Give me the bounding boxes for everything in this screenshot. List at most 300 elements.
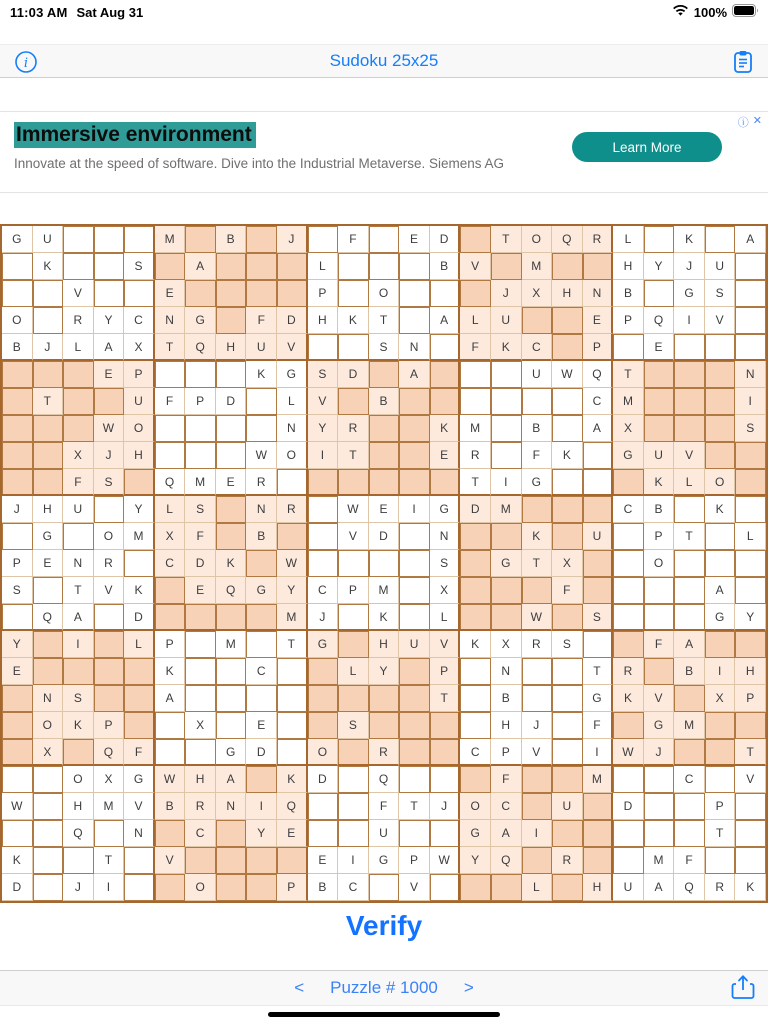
grid-cell[interactable]: D [246,739,277,766]
grid-cell[interactable] [735,469,766,496]
grid-cell[interactable] [613,712,644,739]
grid-cell[interactable] [277,469,308,496]
grid-cell[interactable] [399,739,430,766]
grid-cell[interactable]: M [94,793,125,820]
grid-cell[interactable]: S [430,550,461,577]
grid-cell[interactable]: N [735,361,766,388]
grid-cell[interactable] [644,658,675,685]
grid-cell[interactable]: V [430,631,461,658]
grid-cell[interactable] [430,334,461,361]
grid-cell[interactable]: R [522,631,553,658]
grid-cell[interactable]: Y [308,415,339,442]
grid-cell[interactable] [552,253,583,280]
grid-cell[interactable]: T [460,469,491,496]
grid-cell[interactable]: K [63,712,94,739]
grid-cell[interactable]: M [277,604,308,631]
grid-cell[interactable]: O [522,226,553,253]
grid-cell[interactable]: T [613,361,644,388]
grid-cell[interactable] [216,415,247,442]
grid-cell[interactable]: Q [583,361,614,388]
grid-cell[interactable]: K [246,361,277,388]
grid-cell[interactable]: G [246,577,277,604]
grid-cell[interactable]: X [155,523,186,550]
grid-cell[interactable]: W [155,766,186,793]
grid-cell[interactable]: V [399,874,430,901]
grid-cell[interactable]: M [460,415,491,442]
grid-cell[interactable] [338,820,369,847]
grid-cell[interactable]: I [583,739,614,766]
grid-cell[interactable] [491,415,522,442]
grid-cell[interactable] [399,577,430,604]
grid-cell[interactable] [613,604,644,631]
grid-cell[interactable] [338,766,369,793]
grid-cell[interactable] [522,766,553,793]
grid-cell[interactable] [338,469,369,496]
grid-cell[interactable] [491,523,522,550]
grid-cell[interactable]: Y [277,577,308,604]
grid-cell[interactable]: P [155,631,186,658]
grid-cell[interactable] [705,847,736,874]
grid-cell[interactable] [613,469,644,496]
grid-cell[interactable]: F [63,469,94,496]
grid-cell[interactable]: R [185,793,216,820]
ad-info-icon[interactable]: ⓘ [737,117,749,129]
grid-cell[interactable]: T [399,793,430,820]
grid-cell[interactable]: V [522,739,553,766]
grid-cell[interactable]: O [185,874,216,901]
grid-cell[interactable]: S [583,604,614,631]
grid-cell[interactable] [155,361,186,388]
grid-cell[interactable] [277,658,308,685]
grid-cell[interactable] [399,442,430,469]
grid-cell[interactable]: J [277,226,308,253]
grid-cell[interactable] [369,712,400,739]
grid-cell[interactable] [216,658,247,685]
grid-cell[interactable]: E [155,280,186,307]
grid-cell[interactable]: H [33,496,64,523]
grid-cell[interactable] [369,874,400,901]
grid-cell[interactable] [94,280,125,307]
grid-cell[interactable]: I [399,496,430,523]
grid-cell[interactable] [33,631,64,658]
grid-cell[interactable] [94,631,125,658]
grid-cell[interactable]: P [185,388,216,415]
grid-cell[interactable] [735,334,766,361]
grid-cell[interactable] [216,847,247,874]
grid-cell[interactable] [33,361,64,388]
grid-cell[interactable]: A [644,874,675,901]
grid-cell[interactable]: U [369,820,400,847]
grid-cell[interactable] [33,307,64,334]
grid-cell[interactable] [430,766,461,793]
grid-cell[interactable] [63,523,94,550]
grid-cell[interactable] [613,523,644,550]
grid-cell[interactable]: H [124,442,155,469]
grid-cell[interactable] [460,550,491,577]
grid-cell[interactable] [552,766,583,793]
grid-cell[interactable]: H [491,712,522,739]
grid-cell[interactable] [552,685,583,712]
grid-cell[interactable] [735,847,766,874]
grid-cell[interactable]: W [277,550,308,577]
grid-cell[interactable]: P [277,874,308,901]
grid-cell[interactable]: L [522,874,553,901]
grid-cell[interactable] [246,766,277,793]
grid-cell[interactable]: I [94,874,125,901]
grid-cell[interactable]: A [94,334,125,361]
grid-cell[interactable]: K [644,469,675,496]
grid-cell[interactable]: U [552,793,583,820]
grid-cell[interactable]: Y [460,847,491,874]
grid-cell[interactable] [369,361,400,388]
grid-cell[interactable] [33,766,64,793]
grid-cell[interactable]: F [246,307,277,334]
grid-cell[interactable] [491,442,522,469]
grid-cell[interactable]: L [613,226,644,253]
grid-cell[interactable]: F [644,631,675,658]
grid-cell[interactable]: O [644,550,675,577]
grid-cell[interactable]: V [735,766,766,793]
grid-cell[interactable] [399,712,430,739]
grid-cell[interactable]: M [522,253,553,280]
grid-cell[interactable]: H [185,766,216,793]
grid-cell[interactable]: D [460,496,491,523]
grid-cell[interactable]: N [277,415,308,442]
grid-cell[interactable]: C [522,334,553,361]
grid-cell[interactable]: E [308,847,339,874]
grid-cell[interactable]: G [124,766,155,793]
grid-cell[interactable]: F [155,388,186,415]
grid-cell[interactable] [63,847,94,874]
grid-cell[interactable] [399,658,430,685]
grid-cell[interactable] [583,442,614,469]
grid-cell[interactable] [185,226,216,253]
grid-cell[interactable] [185,415,216,442]
grid-cell[interactable] [399,685,430,712]
grid-cell[interactable]: U [63,496,94,523]
grid-cell[interactable] [522,793,553,820]
grid-cell[interactable]: W [430,847,461,874]
grid-cell[interactable]: J [2,496,33,523]
grid-cell[interactable]: G [2,226,33,253]
grid-cell[interactable]: U [124,388,155,415]
grid-cell[interactable]: U [705,253,736,280]
grid-cell[interactable] [399,766,430,793]
grid-cell[interactable]: D [338,361,369,388]
grid-cell[interactable] [674,496,705,523]
grid-cell[interactable] [246,388,277,415]
grid-cell[interactable]: G [460,820,491,847]
grid-cell[interactable]: O [2,307,33,334]
grid-cell[interactable]: B [491,685,522,712]
grid-cell[interactable]: V [63,280,94,307]
grid-cell[interactable] [185,739,216,766]
grid-cell[interactable] [430,739,461,766]
grid-cell[interactable] [185,685,216,712]
grid-cell[interactable]: W [338,496,369,523]
grid-cell[interactable] [491,253,522,280]
grid-cell[interactable]: D [185,550,216,577]
grid-cell[interactable]: X [33,739,64,766]
grid-cell[interactable]: C [491,793,522,820]
grid-cell[interactable] [338,280,369,307]
grid-cell[interactable] [308,496,339,523]
grid-cell[interactable] [460,604,491,631]
grid-cell[interactable]: Y [735,604,766,631]
grid-cell[interactable] [216,604,247,631]
grid-cell[interactable] [583,253,614,280]
grid-cell[interactable] [338,685,369,712]
grid-cell[interactable]: H [583,874,614,901]
grid-cell[interactable]: B [308,874,339,901]
grid-cell[interactable]: S [735,415,766,442]
grid-cell[interactable] [185,361,216,388]
grid-cell[interactable]: I [338,847,369,874]
grid-cell[interactable] [552,307,583,334]
grid-cell[interactable] [338,604,369,631]
grid-cell[interactable]: O [369,280,400,307]
grid-cell[interactable] [2,442,33,469]
grid-cell[interactable]: I [705,658,736,685]
grid-cell[interactable]: F [491,766,522,793]
grid-cell[interactable] [308,523,339,550]
grid-cell[interactable]: C [155,550,186,577]
grid-cell[interactable]: N [583,280,614,307]
grid-cell[interactable]: A [430,307,461,334]
grid-cell[interactable] [33,442,64,469]
grid-cell[interactable] [735,253,766,280]
grid-cell[interactable] [430,469,461,496]
grid-cell[interactable] [155,415,186,442]
grid-cell[interactable]: X [705,685,736,712]
grid-cell[interactable] [460,766,491,793]
grid-cell[interactable] [644,388,675,415]
grid-cell[interactable] [522,577,553,604]
grid-cell[interactable]: D [430,226,461,253]
grid-cell[interactable]: C [613,496,644,523]
grid-cell[interactable]: L [277,388,308,415]
grid-cell[interactable]: K [338,307,369,334]
puzzle-next-button[interactable]: > [463,978,474,997]
grid-cell[interactable] [155,442,186,469]
grid-cell[interactable] [277,712,308,739]
grid-cell[interactable]: G [491,550,522,577]
grid-cell[interactable] [674,361,705,388]
grid-cell[interactable] [246,550,277,577]
grid-cell[interactable] [460,226,491,253]
grid-cell[interactable] [583,496,614,523]
grid-cell[interactable] [583,550,614,577]
grid-cell[interactable]: J [308,604,339,631]
grid-cell[interactable] [33,280,64,307]
grid-cell[interactable]: H [216,334,247,361]
grid-cell[interactable] [216,253,247,280]
grid-cell[interactable]: K [155,658,186,685]
grid-cell[interactable]: T [430,685,461,712]
grid-cell[interactable] [460,577,491,604]
grid-cell[interactable] [369,550,400,577]
grid-cell[interactable]: K [124,577,155,604]
grid-cell[interactable]: X [430,577,461,604]
grid-cell[interactable] [94,253,125,280]
grid-cell[interactable] [552,388,583,415]
grid-cell[interactable] [185,442,216,469]
grid-cell[interactable]: W [246,442,277,469]
grid-cell[interactable] [246,685,277,712]
grid-cell[interactable]: H [308,307,339,334]
grid-cell[interactable]: Q [369,766,400,793]
grid-cell[interactable]: K [674,226,705,253]
grid-cell[interactable] [216,361,247,388]
grid-cell[interactable]: B [613,280,644,307]
grid-cell[interactable] [552,820,583,847]
grid-cell[interactable]: M [369,577,400,604]
grid-cell[interactable] [552,658,583,685]
grid-cell[interactable]: B [522,415,553,442]
grid-cell[interactable] [735,820,766,847]
grid-cell[interactable]: Q [155,469,186,496]
grid-cell[interactable]: T [705,820,736,847]
grid-cell[interactable] [674,793,705,820]
grid-cell[interactable]: U [522,361,553,388]
grid-cell[interactable] [2,469,33,496]
grid-cell[interactable]: J [674,253,705,280]
grid-cell[interactable] [430,361,461,388]
grid-cell[interactable]: Q [491,847,522,874]
grid-cell[interactable]: M [583,766,614,793]
grid-cell[interactable]: P [491,739,522,766]
grid-cell[interactable] [33,469,64,496]
grid-cell[interactable] [583,469,614,496]
grid-cell[interactable]: D [124,604,155,631]
grid-cell[interactable] [185,280,216,307]
grid-cell[interactable]: K [735,874,766,901]
grid-cell[interactable]: H [63,793,94,820]
grid-cell[interactable]: K [522,523,553,550]
grid-cell[interactable]: A [216,766,247,793]
grid-cell[interactable]: P [2,550,33,577]
grid-cell[interactable] [124,658,155,685]
grid-cell[interactable]: T [33,388,64,415]
grid-cell[interactable] [2,523,33,550]
grid-cell[interactable] [124,226,155,253]
grid-cell[interactable] [155,739,186,766]
grid-cell[interactable] [674,820,705,847]
grid-cell[interactable]: G [185,307,216,334]
grid-cell[interactable]: T [674,523,705,550]
grid-cell[interactable] [735,631,766,658]
grid-cell[interactable]: W [522,604,553,631]
grid-cell[interactable]: H [613,253,644,280]
grid-cell[interactable]: A [155,685,186,712]
grid-cell[interactable] [674,415,705,442]
grid-cell[interactable]: K [369,604,400,631]
grid-cell[interactable]: G [522,469,553,496]
grid-cell[interactable] [308,685,339,712]
grid-cell[interactable] [369,226,400,253]
grid-cell[interactable]: P [735,685,766,712]
grid-cell[interactable] [369,442,400,469]
grid-cell[interactable] [430,388,461,415]
grid-cell[interactable]: D [308,766,339,793]
grid-cell[interactable] [63,388,94,415]
grid-cell[interactable] [705,739,736,766]
grid-cell[interactable] [552,334,583,361]
grid-cell[interactable]: X [552,550,583,577]
grid-cell[interactable]: R [460,442,491,469]
grid-cell[interactable]: Y [369,658,400,685]
grid-cell[interactable] [216,874,247,901]
grid-cell[interactable] [491,874,522,901]
grid-cell[interactable]: L [460,307,491,334]
grid-cell[interactable]: I [522,820,553,847]
grid-cell[interactable]: I [674,307,705,334]
grid-cell[interactable] [735,577,766,604]
grid-cell[interactable] [460,658,491,685]
grid-cell[interactable] [63,415,94,442]
grid-cell[interactable]: Q [216,577,247,604]
grid-cell[interactable] [705,766,736,793]
grid-cell[interactable]: B [216,226,247,253]
grid-cell[interactable] [705,361,736,388]
grid-cell[interactable] [63,253,94,280]
grid-cell[interactable]: U [644,442,675,469]
grid-cell[interactable]: G [644,712,675,739]
grid-cell[interactable]: W [552,361,583,388]
grid-cell[interactable]: F [185,523,216,550]
grid-cell[interactable]: S [185,496,216,523]
grid-cell[interactable]: K [613,685,644,712]
grid-cell[interactable] [552,604,583,631]
grid-cell[interactable] [155,577,186,604]
grid-cell[interactable]: U [583,523,614,550]
grid-cell[interactable]: B [2,334,33,361]
grid-cell[interactable] [613,820,644,847]
grid-cell[interactable] [522,496,553,523]
grid-cell[interactable]: O [308,739,339,766]
grid-cell[interactable]: Q [674,874,705,901]
grid-cell[interactable] [522,388,553,415]
grid-cell[interactable]: A [491,820,522,847]
grid-cell[interactable]: R [94,550,125,577]
grid-cell[interactable]: G [277,361,308,388]
grid-cell[interactable]: E [369,496,400,523]
grid-cell[interactable]: S [369,334,400,361]
grid-cell[interactable] [124,847,155,874]
grid-cell[interactable] [552,739,583,766]
grid-cell[interactable]: P [338,577,369,604]
puzzle-prev-button[interactable]: < [294,978,305,997]
grid-cell[interactable]: U [246,334,277,361]
grid-cell[interactable]: E [216,469,247,496]
grid-cell[interactable]: F [583,712,614,739]
grid-cell[interactable]: G [369,847,400,874]
grid-cell[interactable] [94,604,125,631]
grid-cell[interactable]: M [216,631,247,658]
grid-cell[interactable]: B [674,658,705,685]
grid-cell[interactable] [33,793,64,820]
ad-headline[interactable]: Immersive environment [14,122,256,148]
grid-cell[interactable]: S [124,253,155,280]
grid-cell[interactable] [94,226,125,253]
grid-cell[interactable] [399,820,430,847]
grid-cell[interactable] [460,523,491,550]
grid-cell[interactable]: V [155,847,186,874]
grid-cell[interactable] [33,415,64,442]
grid-cell[interactable]: R [552,847,583,874]
grid-cell[interactable]: D [369,523,400,550]
grid-cell[interactable] [338,388,369,415]
